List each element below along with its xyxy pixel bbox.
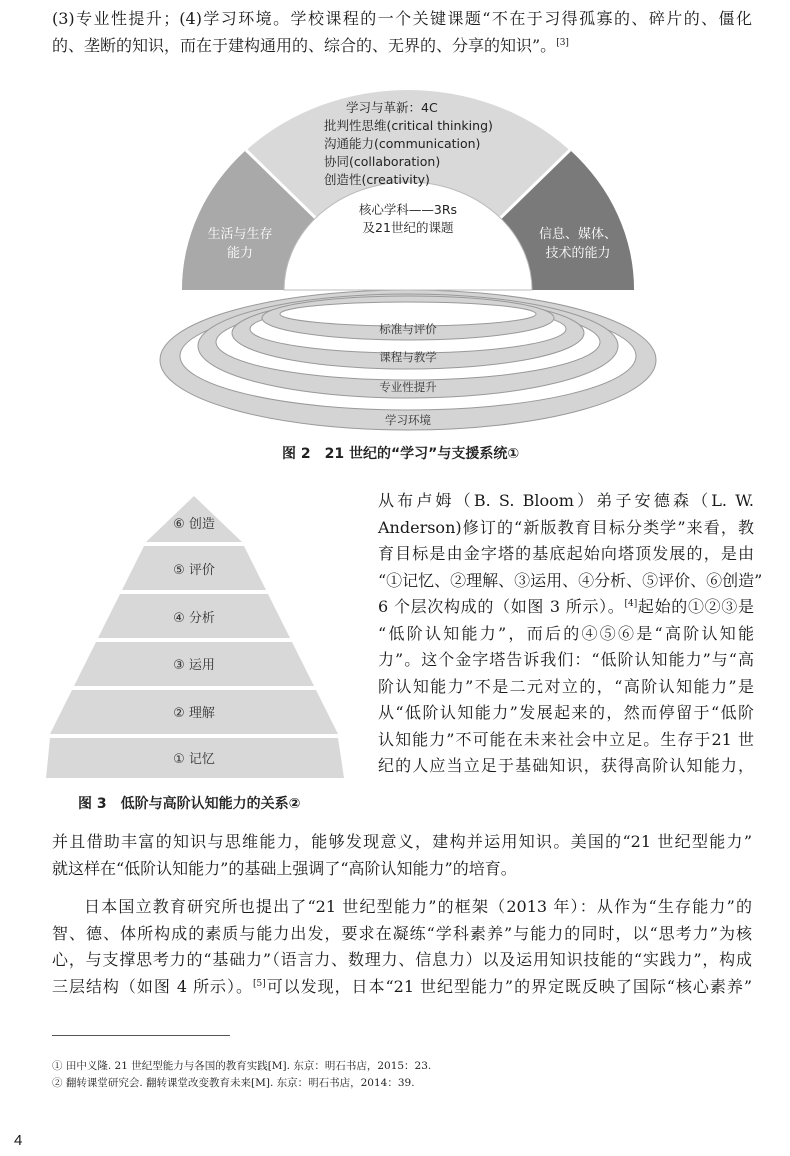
text-line: 就这样在“低阶认知能力”的基础上强调了“高阶认知能力”的培育。 (52, 858, 517, 878)
text-line: 育目标是由金字塔的基底起始向塔顶发展的，是由 (378, 544, 754, 563)
fig2-top-item: 协同(collaboration) (324, 154, 441, 169)
figure-3-pyramid (46, 490, 346, 780)
footnote-rule (52, 1035, 230, 1036)
text-line: Anderson)修订的“新版教育目标分类学”来看，教 (378, 517, 754, 537)
fig2-left-label: 生活与生存 (207, 227, 273, 242)
ring-label: 学习环境 (385, 413, 431, 427)
pyramid-label: ① 记忆 (173, 752, 215, 767)
side-paragraph (378, 488, 763, 780)
text-line: 从“低阶认知能力”发展起来的，然而停留于“低阶 (378, 703, 754, 722)
citation-ref: [5] (252, 978, 266, 989)
text-line: 从布卢姆（B. S. Bloom）弟子安德森（L. W. (378, 491, 754, 510)
japan-paragraph (52, 894, 752, 1000)
footnote: ① 田中义隆. 21 世纪型能力与各国的教育实践[M]. 东京：明石书店，2015：23. (52, 1060, 432, 1072)
text-line: “低阶认知能力”，而后的④⑤⑥是“高阶认知能 (378, 623, 754, 643)
ring-label: 课程与教学 (379, 350, 437, 364)
text-line: 智、德、体所构成的素质与能力出发，要求在凝练“学科素养”与能力的同时，以“思考力”为核 (52, 923, 752, 943)
fig2-top-item: 批判性思维(critical thinking) (324, 118, 493, 133)
fig2-right-label: 信息、媒体、 (538, 227, 618, 242)
fig2-top-title: 学习与革新：4C (346, 100, 438, 115)
text-line: 的、垄断的知识，而在于建构通用的、综合的、无界的、分享的知识”。[3] (52, 35, 569, 55)
fig2-right-label: 技术的能力 (545, 246, 611, 261)
text-line: 6 个层次构成的（如图 3 所示）。[4]起始的①②③是 (378, 597, 754, 616)
text-line: 纪的人应当立足于基础知识，获得高阶认知能力， (378, 756, 754, 775)
text-line: 日本国立教育研究所也提出了“21 世纪型能力”的框架（2013 年）：从作为“生存能力”的 (84, 897, 752, 916)
citation-ref: [3] (556, 37, 569, 48)
figure-2-diagram (0, 0, 790, 440)
citation-ref: [4] (624, 599, 638, 609)
pyramid-label: ③ 运用 (173, 658, 215, 673)
ring-label: 专业性提升 (379, 380, 437, 394)
fig2-top-item: 创造性(creativity) (324, 172, 430, 187)
text-line: 心，与支撑思考力的“基础力”（语言力、数理力、信息力）以及运用知识技能的“实践力”，构成 (52, 950, 752, 969)
text-line: 阶认知能力”不是二元对立的，“高阶认知能力”是 (378, 676, 754, 696)
fig2-center-label: 及21世纪的课题 (362, 220, 454, 235)
fig2-center-label: 核心学科——3Rs (358, 202, 458, 217)
footnote: ② 翻转课堂研究会. 翻转课堂改变教育未来[M]. 东京：明石书店，2014：39. (52, 1077, 415, 1089)
ring-label: 标准与评价 (379, 322, 437, 336)
pyramid-label: ⑥ 创造 (173, 517, 215, 532)
pyramid-label: ⑤ 评价 (173, 563, 215, 578)
text-line: (3)专业性提升；(4)学习环境。学校课程的一个关键课题“不在于习得孤寡的、碎片的、僵化 (52, 9, 752, 28)
figure-2-caption: 图 2 21 世纪的“学习”与支援系统① (282, 446, 520, 462)
pyramid-label: ④ 分析 (173, 611, 215, 626)
page-number: 4 (14, 1132, 23, 1149)
figure-3-caption: 图 3 低阶与高阶认知能力的关系② (78, 796, 301, 812)
text-line: 认知能力”不可能在未来社会中立足。生存于21 世 (378, 729, 754, 749)
text-line: 三层结构（如图 4 所示）。[5]可以发现，日本“21 世纪型能力”的界定既反映了国际“核心素养” (52, 976, 752, 996)
continued-paragraph (52, 829, 752, 882)
text-line: 并且借助丰富的知识与思维能力，能够发现意义，建构并运用知识。美国的“21 世纪型能力” (52, 832, 752, 851)
pyramid-label: ② 理解 (173, 706, 215, 721)
text-line: “①记忆、②理解、③运用、④分析、⑤评价、⑥创造” (378, 570, 763, 590)
fig2-top-item: 沟通能力(communication) (324, 136, 481, 151)
fig2-left-label: 能力 (226, 246, 254, 261)
text-line: 力”。这个金字塔告诉我们：“低阶认知能力”与“高 (378, 650, 754, 669)
